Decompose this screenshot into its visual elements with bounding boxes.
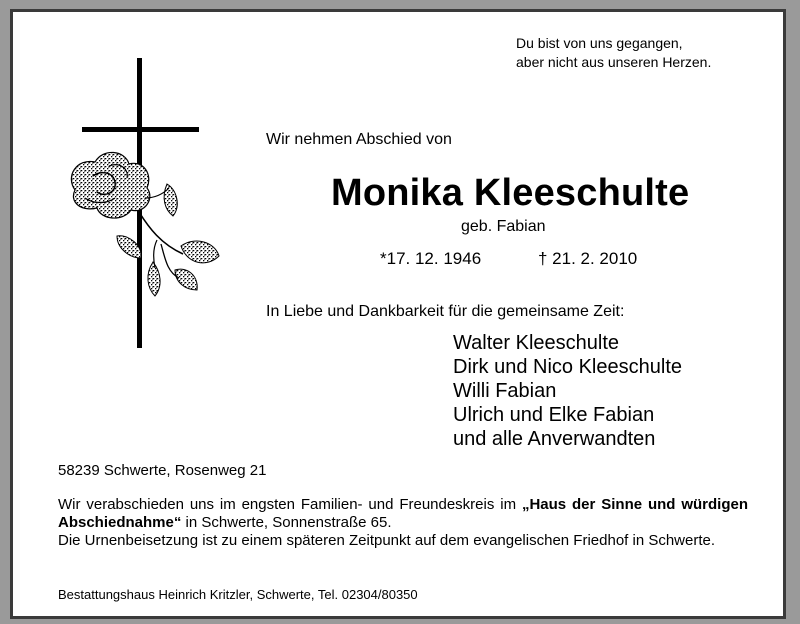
thanks-text: In Liebe und Dankbarkeit für die gemeinsame Zeit: — [266, 303, 625, 320]
mourner: Walter Kleeschulte — [453, 332, 619, 354]
obituary-card — [10, 9, 786, 619]
service-text: Wir verabschieden uns im engsten Familien- und Freundeskreis im — [58, 496, 522, 513]
birth-date: *17. 12. 1946 — [380, 249, 482, 268]
intro-text: Wir nehmen Abschied von — [266, 131, 452, 148]
deceased-name: Monika Kleeschulte — [331, 172, 690, 214]
mourner: und alle Anverwandten — [453, 428, 656, 450]
quote-line: Du bist von uns gegangen, — [516, 35, 683, 51]
address: 58239 Schwerte, Rosenweg 21 — [58, 462, 267, 479]
maiden-name: geb. Fabian — [461, 218, 546, 235]
burial-paragraph: Die Urnenbeisetzung ist zu einem späteren Zeitpunkt auf dem evangelischen Friedhof in Schwerte. — [58, 532, 716, 549]
mourner: Willi Fabian — [453, 380, 557, 402]
service-text: in Schwerte, Sonnenstraße 65. — [181, 514, 392, 531]
service-info — [58, 496, 748, 550]
cross-icon — [57, 58, 227, 348]
mourner: Dirk und Nico Kleeschulte — [453, 356, 682, 378]
quote-line: aber nicht aus unseren Herzen. — [516, 54, 712, 70]
venue-name: „Haus der Sinne und würdigen Abschiednahme“ — [58, 496, 748, 531]
rose-icon — [71, 152, 219, 296]
quote — [516, 34, 711, 72]
undertaker-info: Bestattungshaus Heinrich Kritzler, Schwerte, Tel. 02304/80350 — [58, 587, 418, 602]
mourners-list — [453, 331, 682, 451]
service-paragraph — [58, 496, 748, 532]
mourner: Ulrich und Elke Fabian — [453, 404, 655, 426]
death-date: † 21. 2. 2010 — [538, 249, 638, 268]
